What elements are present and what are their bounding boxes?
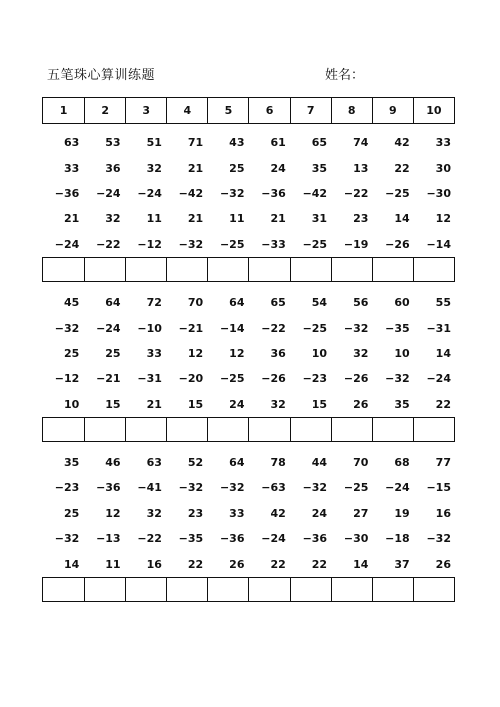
number-cell: 36 — [270, 346, 286, 360]
answer-box[interactable] — [372, 578, 413, 601]
number-cell: 21 — [187, 161, 204, 175]
answer-box[interactable] — [413, 418, 454, 441]
answer-box[interactable] — [125, 418, 166, 441]
number-row — [42, 206, 455, 231]
number-cell: −14 — [426, 237, 451, 251]
number-cell: 63 — [146, 456, 162, 470]
number-cell: −24 — [426, 372, 451, 386]
number-cell: 26 — [229, 557, 245, 571]
number-cell: 70 — [187, 296, 204, 310]
number-cell: 23 — [353, 212, 369, 226]
number-cell: 33 — [435, 136, 451, 150]
number-cell: −36 — [54, 186, 80, 200]
number-cell: 21 — [146, 397, 162, 411]
number-cell: −25 — [219, 372, 245, 386]
number-cell: 63 — [63, 136, 80, 150]
answer-row — [42, 257, 455, 282]
column-number-9: 9 — [372, 98, 413, 123]
number-cell: 11 — [146, 212, 162, 226]
number-cell: −31 — [137, 372, 162, 386]
column-number-1: 1 — [59, 104, 68, 117]
answer-box[interactable] — [84, 578, 125, 601]
number-cell: −12 — [137, 237, 162, 251]
answer-box[interactable] — [125, 258, 166, 281]
answer-box[interactable] — [290, 418, 331, 441]
number-cell: 44 — [311, 456, 328, 470]
answer-box[interactable] — [248, 418, 289, 441]
number-cell: 13 — [353, 161, 369, 175]
number-cell: −22 — [261, 321, 286, 335]
number-cell: −22 — [96, 237, 121, 251]
number-cell: −32 — [426, 532, 451, 546]
number-cell: 24 — [270, 161, 286, 175]
answer-box[interactable] — [207, 578, 248, 601]
number-cell: −30 — [426, 186, 451, 200]
column-number-5: 5 — [207, 98, 248, 123]
number-cell: −24 — [385, 481, 410, 495]
answer-box[interactable] — [290, 578, 331, 601]
number-row — [42, 366, 455, 391]
number-row — [42, 392, 455, 417]
number-cell: −26 — [385, 237, 410, 251]
number-cell: −32 — [54, 321, 80, 335]
number-row — [42, 290, 455, 315]
answer-box[interactable] — [372, 418, 413, 441]
answer-box[interactable] — [331, 578, 372, 601]
number-cell: 21 — [63, 212, 80, 226]
number-cell: 22 — [311, 557, 328, 571]
number-cell: 10 — [394, 346, 410, 360]
number-cell: −24 — [261, 532, 286, 546]
number-cell: −32 — [343, 321, 369, 335]
number-cell: −22 — [343, 186, 369, 200]
name-label: 姓名： — [325, 68, 365, 83]
number-cell: 54 — [311, 296, 328, 310]
column-number-8: 8 — [331, 98, 372, 123]
number-cell: −20 — [178, 372, 204, 386]
number-cell: 23 — [187, 506, 204, 520]
number-cell: −32 — [219, 481, 245, 495]
number-cell: −36 — [261, 186, 286, 200]
number-cell: −24 — [96, 321, 121, 335]
number-cell: −22 — [137, 532, 162, 546]
number-cell: −36 — [96, 481, 121, 495]
number-cell: 22 — [187, 557, 204, 571]
number-cell: 16 — [146, 557, 162, 571]
number-cell: −32 — [302, 481, 328, 495]
column-number-4: 4 — [166, 98, 207, 123]
number-cell: 77 — [435, 456, 451, 470]
number-cell: 22 — [394, 161, 410, 175]
answer-box[interactable] — [372, 258, 413, 281]
answer-box[interactable] — [331, 258, 372, 281]
number-cell: −42 — [178, 186, 204, 200]
number-cell: 11 — [105, 557, 121, 571]
number-cell: −36 — [302, 532, 328, 546]
number-cell: 64 — [105, 296, 121, 310]
number-cell: 35 — [63, 456, 80, 470]
number-cell: 56 — [353, 296, 369, 310]
number-cell: 25 — [63, 346, 80, 360]
worksheet-title: 五笔珠心算训练题 — [47, 68, 156, 83]
number-cell: 35 — [311, 161, 328, 175]
number-cell: 21 — [187, 212, 204, 226]
number-cell: 46 — [105, 456, 121, 470]
number-cell: 25 — [105, 346, 121, 360]
number-cell: −36 — [219, 532, 245, 546]
answer-box[interactable] — [43, 578, 84, 601]
column-number-3: 3 — [125, 98, 166, 123]
number-cell: −21 — [178, 321, 204, 335]
number-cell: 12 — [435, 212, 451, 226]
number-cell: 53 — [105, 136, 121, 150]
number-row — [42, 551, 455, 576]
number-cell: 52 — [187, 456, 204, 470]
number-cell: −24 — [137, 186, 162, 200]
number-cell: 43 — [229, 136, 245, 150]
number-cell: 26 — [353, 397, 369, 411]
number-cell: 65 — [311, 136, 328, 150]
number-cell: 74 — [353, 136, 369, 150]
number-cell: −18 — [385, 532, 410, 546]
number-cell: 36 — [105, 161, 121, 175]
number-cell: 64 — [229, 456, 245, 470]
number-cell: 68 — [394, 456, 410, 470]
number-cell: 32 — [105, 212, 121, 226]
number-cell: −13 — [96, 532, 121, 546]
answer-box[interactable] — [166, 578, 207, 601]
number-row — [42, 315, 455, 340]
number-cell: −33 — [261, 237, 286, 251]
number-cell: 71 — [187, 136, 204, 150]
number-cell: 27 — [353, 506, 369, 520]
number-cell: 51 — [146, 136, 162, 150]
number-cell: 72 — [146, 296, 162, 310]
number-cell: −24 — [54, 237, 80, 251]
number-cell: −32 — [385, 372, 410, 386]
answer-box[interactable] — [207, 258, 248, 281]
answer-box[interactable] — [207, 418, 248, 441]
number-cell: −35 — [178, 532, 204, 546]
number-cell: −42 — [302, 186, 328, 200]
number-row — [42, 450, 455, 475]
exercise-sheet — [42, 97, 455, 610]
answer-box[interactable] — [166, 418, 207, 441]
number-cell: 12 — [187, 346, 204, 360]
number-cell: 30 — [435, 161, 451, 175]
answer-box[interactable] — [248, 258, 289, 281]
number-cell: 14 — [394, 212, 410, 226]
number-cell: −26 — [261, 372, 286, 386]
column-header-row — [42, 97, 455, 124]
number-cell: 12 — [229, 346, 245, 360]
number-cell: 42 — [394, 136, 410, 150]
number-cell: 24 — [311, 506, 328, 520]
number-cell: −10 — [137, 321, 162, 335]
number-row — [42, 475, 455, 500]
number-cell: −25 — [302, 321, 328, 335]
number-cell: 15 — [105, 397, 121, 411]
problem-block-3 — [42, 450, 455, 602]
number-cell: 61 — [270, 136, 286, 150]
number-cell: −23 — [302, 372, 328, 386]
number-cell: 70 — [353, 456, 369, 470]
number-cell: −31 — [426, 321, 451, 335]
answer-box[interactable] — [84, 258, 125, 281]
answer-box[interactable] — [413, 578, 454, 601]
number-cell: 60 — [394, 296, 410, 310]
number-cell: 14 — [353, 557, 369, 571]
number-cell: 33 — [63, 161, 80, 175]
number-row — [42, 526, 455, 551]
number-cell: 22 — [435, 397, 451, 411]
number-cell: 45 — [63, 296, 80, 310]
number-cell: −25 — [302, 237, 328, 251]
number-cell: −32 — [178, 481, 204, 495]
number-cell: −12 — [54, 372, 80, 386]
number-cell: −32 — [219, 186, 245, 200]
number-cell: 33 — [229, 506, 245, 520]
number-cell: 26 — [435, 557, 451, 571]
column-number-2: 2 — [84, 98, 125, 123]
number-cell: −30 — [343, 532, 369, 546]
number-cell: 16 — [435, 506, 451, 520]
answer-box[interactable] — [125, 578, 166, 601]
number-cell: 33 — [146, 346, 162, 360]
number-cell: 11 — [229, 212, 245, 226]
problem-block-2 — [42, 290, 455, 442]
number-row — [42, 155, 455, 180]
number-cell: 10 — [311, 346, 328, 360]
number-cell: 25 — [63, 506, 80, 520]
number-row — [42, 130, 455, 155]
number-cell: 32 — [270, 397, 286, 411]
number-cell: 32 — [146, 506, 162, 520]
number-cell: 14 — [435, 346, 451, 360]
number-cell: 14 — [63, 557, 80, 571]
number-cell: −41 — [137, 481, 162, 495]
number-cell: 22 — [270, 557, 286, 571]
number-cell: 32 — [353, 346, 369, 360]
answer-box[interactable] — [331, 418, 372, 441]
number-cell: −23 — [54, 481, 80, 495]
column-number-7: 7 — [290, 98, 331, 123]
answer-box[interactable] — [166, 258, 207, 281]
answer-row — [42, 417, 455, 442]
number-row — [42, 181, 455, 206]
answer-row — [42, 577, 455, 602]
number-cell: 64 — [229, 296, 245, 310]
number-cell: 31 — [311, 212, 328, 226]
answer-box[interactable] — [43, 258, 84, 281]
number-cell: 10 — [63, 397, 80, 411]
column-number-10: 10 — [413, 98, 454, 123]
number-cell: 24 — [229, 397, 245, 411]
number-cell: 12 — [105, 506, 121, 520]
number-cell: 21 — [270, 212, 286, 226]
number-cell: 65 — [270, 296, 286, 310]
number-cell: 15 — [311, 397, 328, 411]
number-cell: 78 — [270, 456, 286, 470]
number-cell: −32 — [178, 237, 204, 251]
number-row — [42, 341, 455, 366]
number-cell: 55 — [435, 296, 451, 310]
answer-box[interactable] — [248, 578, 289, 601]
number-row — [42, 232, 455, 257]
number-cell: 19 — [394, 506, 410, 520]
number-cell: −19 — [343, 237, 369, 251]
number-cell: −24 — [96, 186, 121, 200]
number-cell: −63 — [261, 481, 286, 495]
number-cell: −25 — [385, 186, 410, 200]
number-cell: −25 — [343, 481, 369, 495]
answer-box[interactable] — [43, 418, 84, 441]
column-number-6: 6 — [248, 98, 289, 123]
problem-block-1 — [42, 130, 455, 282]
number-row — [42, 501, 455, 526]
number-cell: 32 — [146, 161, 162, 175]
number-cell: 42 — [270, 506, 286, 520]
number-cell: −32 — [54, 532, 80, 546]
number-cell: −15 — [426, 481, 451, 495]
number-cell: 25 — [229, 161, 245, 175]
problem-blocks — [42, 130, 455, 602]
number-cell: 35 — [394, 397, 410, 411]
number-cell: 37 — [394, 557, 410, 571]
answer-box[interactable] — [413, 258, 454, 281]
number-cell: −21 — [96, 372, 121, 386]
answer-box[interactable] — [290, 258, 331, 281]
number-cell: −25 — [219, 237, 245, 251]
number-cell: −14 — [219, 321, 245, 335]
number-cell: −35 — [385, 321, 410, 335]
answer-box[interactable] — [84, 418, 125, 441]
number-cell: −26 — [343, 372, 369, 386]
number-cell: 15 — [187, 397, 204, 411]
